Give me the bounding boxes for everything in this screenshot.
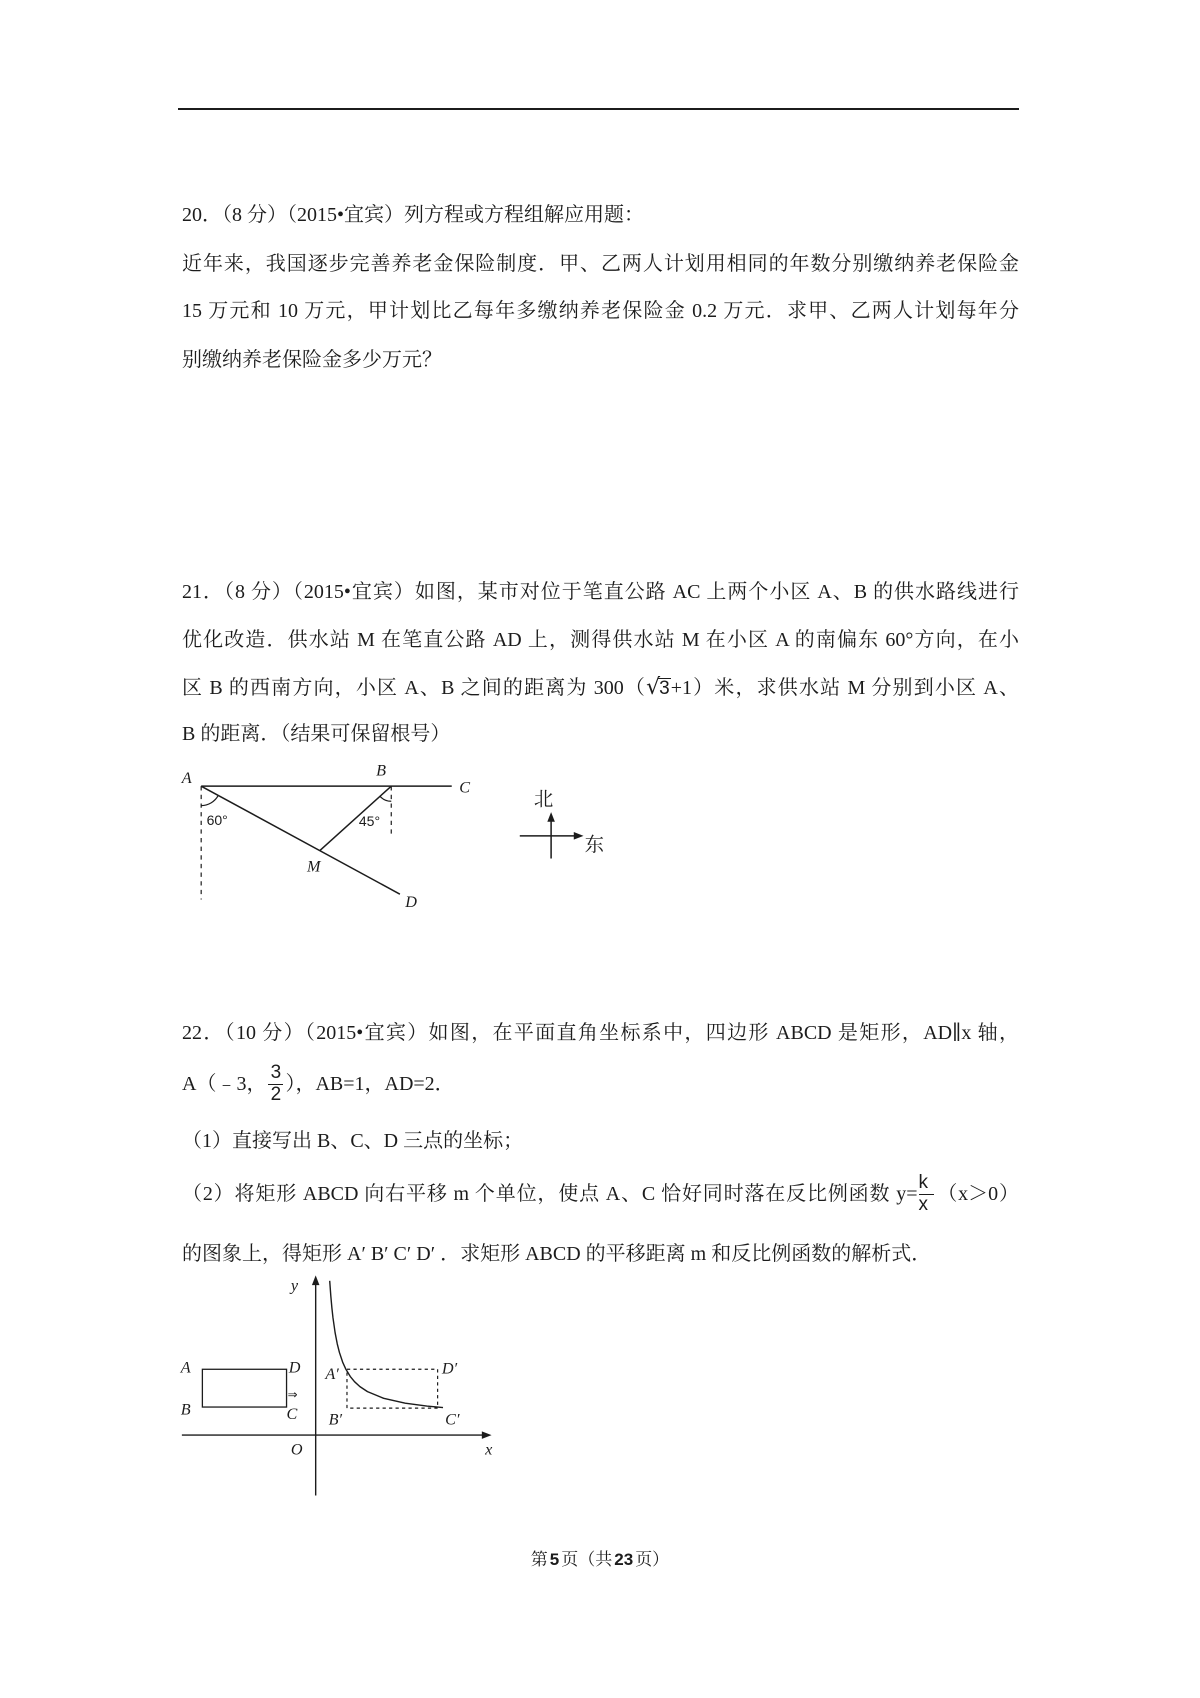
footer-total-pages: 23 xyxy=(614,1550,634,1569)
label-point-a-prime: A′ xyxy=(325,1365,339,1383)
q21-text-line-3 xyxy=(182,674,1019,702)
segment-bm-line xyxy=(320,786,391,850)
fraction-three-halves xyxy=(267,1062,284,1105)
fraction-numerator: 3 xyxy=(270,1062,282,1083)
y-axis-arrowhead xyxy=(312,1275,320,1285)
label-point-m: M xyxy=(307,857,321,876)
fraction-numerator: k xyxy=(918,1172,928,1193)
q20-title: 20．（8 分）（2015•宜宾）列方程或方程组解应用题： xyxy=(182,204,645,226)
label-point-d: D xyxy=(288,1359,301,1377)
label-point-d: D xyxy=(405,893,418,912)
q22-line4-before: （2）将矩形 ABCD 向右平移 m 个单位，使点 A、C 恰好同时落在反比例函数 y= xyxy=(182,1183,918,1205)
fraction-denominator: x xyxy=(918,1194,928,1215)
sqrt-expression xyxy=(646,674,671,702)
angle-label-60: 60° xyxy=(206,812,228,829)
radical-sign: √ xyxy=(646,675,661,700)
label-point-b-prime: B′ xyxy=(328,1411,343,1429)
q20-text-line-2: 15 万元和 10 万元，甲计划比乙每年多缴纳养老保险金 0.2 万元．求甲、乙两人计划每年分 xyxy=(182,300,1019,322)
q21-figure-water-supply xyxy=(173,757,616,919)
q20-text-line-3: 别缴纳养老保险金多少万元？ xyxy=(182,349,442,371)
q22-line2-after: ），AB=1，AD=2． xyxy=(285,1073,455,1095)
compass-north-arrowhead xyxy=(547,812,555,822)
q22-text-line-2 xyxy=(182,1062,1019,1105)
q21-text-line-4: B 的距离．（结果可保留根号） xyxy=(182,723,451,745)
rectangle-abcd xyxy=(202,1369,286,1407)
axis-x-label: x xyxy=(485,1441,493,1459)
label-point-a: A xyxy=(180,1359,191,1377)
road-ad-line xyxy=(201,786,400,894)
label-point-a: A xyxy=(181,768,192,787)
q22-part-1: （1）直接写出 B、C、D 三点的坐标； xyxy=(182,1130,524,1152)
compass-east-arrowhead xyxy=(574,832,584,840)
angle-arc-b xyxy=(380,796,391,801)
q22-line2-before: A（﹣3， xyxy=(182,1073,267,1095)
q22-part-2-continued: 的图象上，得矩形 A′ B′ C′ D′ ．求矩形 ABCD 的平移距离 m 和反比例函数的解析式． xyxy=(182,1243,932,1265)
compass-east-label: 东 xyxy=(584,833,605,856)
shift-right-arrow-icon: ⇒ xyxy=(287,1387,298,1402)
q20-text-line-1: 近年来，我国逐步完善养老金保险制度．甲、乙两人计划用相同的年数分别缴纳养老保险金 xyxy=(182,253,1019,275)
q21-line3-before: 区 B 的西南方向，小区 A、B 之间的距离为 300（ xyxy=(182,677,647,699)
label-point-c: C xyxy=(286,1405,298,1423)
origin-label: O xyxy=(290,1441,303,1459)
q21-title: 21．（8 分）（2015•宜宾）如图，某市对位于笔直公路 AC 上两个小区 A、B 的供水路线进行 xyxy=(182,581,1019,603)
footer-suffix: 页） xyxy=(635,1550,670,1569)
q21-text-line-2: 优化改造．供水站 M 在笔直公路 AD 上，测得供水站 M 在小区 A 的南偏东 60°方向，在小 xyxy=(182,629,1019,651)
footer-page-number: 5 xyxy=(549,1550,560,1569)
compass-north-label: 北 xyxy=(533,788,554,811)
angle-label-45: 45° xyxy=(358,813,381,830)
footer-prefix: 第 xyxy=(530,1550,548,1569)
fraction-k-over-x xyxy=(918,1172,935,1215)
q22-figure-coordinate-plane xyxy=(173,1270,508,1502)
q21-line3-after: +1）米，求供水站 M 分别到小区 A、 xyxy=(670,677,1019,699)
rectangle-a1b1c1d1-dashed xyxy=(347,1369,438,1408)
x-axis-arrowhead xyxy=(482,1431,492,1439)
q22-part-2 xyxy=(182,1172,1020,1215)
label-point-b: B xyxy=(180,1401,191,1419)
angle-arc-a xyxy=(201,795,218,805)
axis-y-label: y xyxy=(290,1277,299,1295)
q22-line4-after: （x＞0） xyxy=(936,1183,1020,1205)
header-rule xyxy=(178,108,1019,110)
fraction-denominator: 2 xyxy=(270,1084,282,1105)
radicand: 3 xyxy=(659,678,670,699)
label-point-b: B xyxy=(376,761,387,780)
label-point-c: C xyxy=(459,778,471,797)
label-point-c-prime: C′ xyxy=(445,1411,460,1429)
label-point-d-prime: D′ xyxy=(441,1360,458,1378)
q22-title: 22．（10 分）（2015•宜宾）如图，在平面直角坐标系中，四边形 ABCD 是矩形，AD∥x 轴， xyxy=(182,1022,1019,1044)
footer-middle: 页（共 xyxy=(561,1550,613,1569)
page-footer xyxy=(0,1548,1200,1572)
